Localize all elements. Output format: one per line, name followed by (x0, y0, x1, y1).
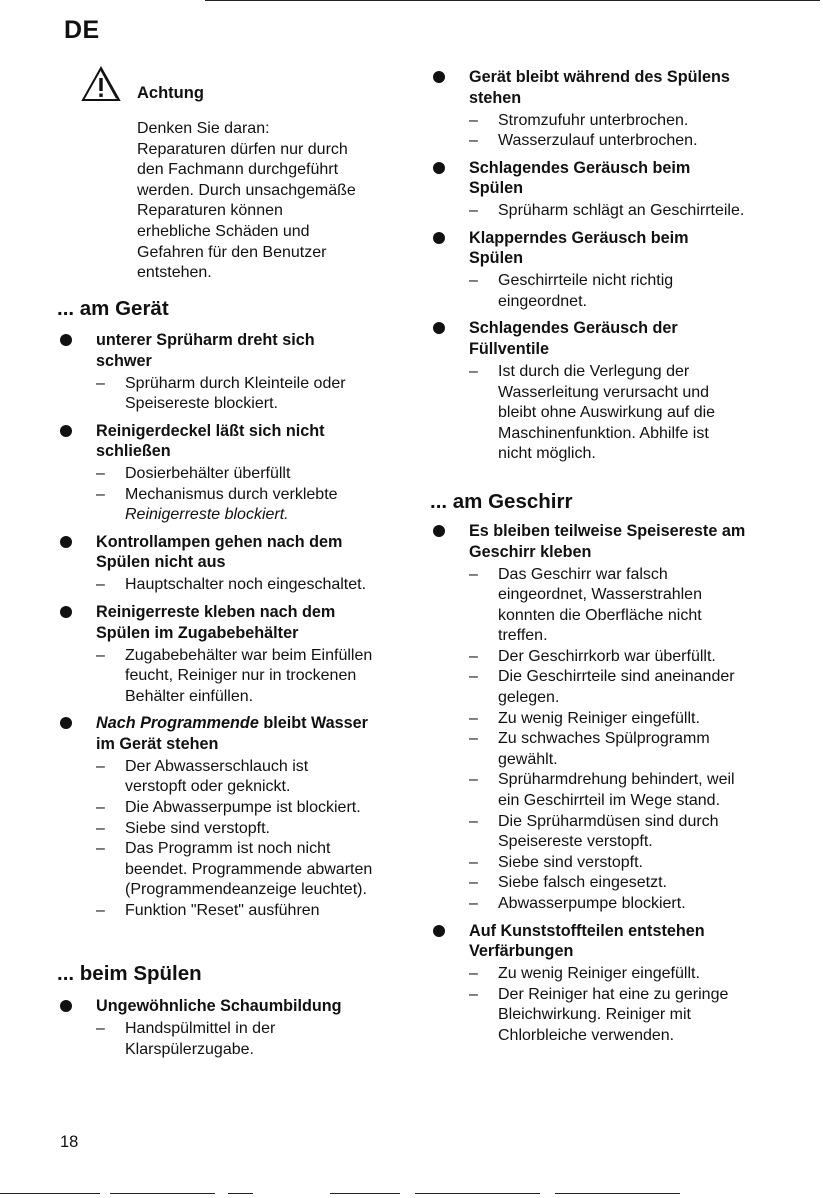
bullet-icon (433, 525, 445, 537)
remedy-line: feucht, Reiniger nur in trockenen (125, 667, 357, 685)
dash-marker: – (96, 840, 105, 858)
dash-marker: – (96, 757, 105, 775)
remedy-line: Speisereste verstopft. (498, 833, 653, 851)
remedy-line: nicht möglich. (498, 445, 596, 463)
remedy-item (430, 873, 778, 894)
remedy-item (57, 575, 419, 596)
trouble-title (57, 713, 419, 754)
remedy-line: Zu wenig Reiniger eingefüllt. (498, 965, 700, 983)
dash-marker: – (469, 565, 478, 583)
remedy-item (430, 271, 778, 312)
dash-marker: – (469, 965, 478, 983)
remedy-item (57, 901, 419, 922)
trouble-list-beim-spuelen (57, 996, 419, 1060)
remedy-line: Sprüharm schlägt an Geschirrteile. (498, 202, 745, 220)
dash-marker: – (469, 895, 478, 912)
remedy-item (430, 985, 778, 1047)
remedy-item (57, 1019, 419, 1060)
remedy-line: Das Geschirr war falsch (498, 565, 668, 583)
dash-marker: – (469, 730, 478, 748)
remedy-line: (Programmendeanzeige leuchtet). (125, 881, 367, 899)
warning-line: werden. Durch unsachgemäße (137, 181, 356, 199)
remedy-line: gelegen. (498, 689, 560, 707)
remedy-line: Der Geschirrkorb war überfüllt. (498, 647, 716, 665)
remedy-line: Wasserleitung verursacht und (498, 383, 710, 401)
remedy-line: Wasserzulauf unterbrochen. (498, 132, 698, 150)
remedy-line: Funktion "Reset" ausführen (125, 902, 320, 919)
language-code: DE (64, 16, 100, 44)
warning-line: erhebliche Schäden und (137, 222, 310, 240)
trouble-title (430, 67, 778, 108)
trouble-item (57, 996, 419, 1060)
trouble-title (57, 421, 419, 462)
remedy-line: konnten die Oberfläche nicht (498, 606, 702, 624)
footer-rule (330, 1193, 400, 1194)
remedy-line: eingeordnet, Wasserstrahlen (498, 586, 702, 604)
trouble-title-line: Geschirr kleben (469, 542, 592, 561)
remedy-line: Die Sprüharmdüsen sind durch (498, 812, 719, 830)
trouble-title-line: Spülen nicht aus (96, 553, 226, 572)
remedy-line: Ist durch die Verlegung der (498, 362, 690, 380)
footer-rule (415, 1193, 540, 1194)
dash-marker: – (469, 985, 478, 1003)
trouble-title-line: Schlagendes Geräusch beim (469, 158, 691, 177)
remedy-item (57, 374, 419, 415)
trouble-title-line: Kontrollampen gehen nach dem (96, 532, 343, 551)
remedy-line: Die Abwasserpumpe ist blockiert. (125, 799, 361, 817)
dash-marker: – (469, 668, 478, 686)
warning-line: entstehen. (137, 264, 212, 282)
remedy-line: Abwasserpumpe blockiert. (498, 895, 686, 912)
remedy-line: Die Geschirrteile sind aneinander (498, 668, 735, 686)
trouble-title-line: Spülen (469, 249, 523, 268)
remedy-item (430, 131, 778, 152)
remedy-item (57, 485, 419, 526)
trouble-item (430, 228, 778, 313)
dash-marker: – (469, 771, 478, 789)
section-heading-am-geschirr: ... am Geschirr (430, 490, 573, 513)
remedy-line: verstopft oder geknickt. (125, 778, 291, 796)
dash-marker: – (96, 799, 105, 817)
remedy-item (57, 798, 419, 819)
remedy-line: eingeordnet. (498, 292, 587, 310)
remedy-line: Maschinenfunktion. Abhilfe ist (498, 424, 709, 442)
trouble-list-am-geraet (57, 330, 419, 922)
remedy-line: Siebe falsch eingesetzt. (498, 874, 667, 892)
bullet-icon (60, 606, 72, 618)
remedy-item (57, 839, 419, 901)
dash-marker: – (469, 647, 478, 665)
bullet-icon (433, 322, 445, 334)
dash-marker: – (96, 646, 105, 664)
trouble-item (430, 521, 778, 915)
remedy-line: Behälter einfüllen. (125, 687, 254, 705)
remedy-item (430, 362, 778, 465)
trouble-title-line: schwer (96, 351, 152, 370)
warning-line: Denken Sie daran: (137, 120, 270, 137)
warning-line: Reparaturen können (137, 202, 283, 220)
warning-line: Gefahren für den Benutzer (137, 243, 327, 261)
remedy-line: treffen. (498, 627, 548, 645)
bullet-icon (60, 334, 72, 346)
footer-rule (228, 1193, 253, 1194)
dash-marker: – (469, 132, 478, 150)
remedy-line: Hauptschalter noch eingeschaltet. (125, 576, 367, 594)
bullet-icon (60, 536, 72, 548)
trouble-title (430, 318, 778, 359)
dash-marker: – (469, 202, 478, 220)
trouble-title (430, 158, 778, 199)
trouble-item (57, 713, 419, 921)
dash-marker: – (96, 576, 105, 594)
remedy-item (430, 647, 778, 668)
remedy-line: Klarspülerzugabe. (125, 1040, 254, 1058)
bullet-icon (60, 717, 72, 729)
trouble-title-line: stehen (469, 88, 522, 107)
section-heading-beim-spuelen: ... beim Spülen (57, 962, 202, 985)
remedy-line: Sprüharm durch Kleinteile oder (125, 374, 346, 392)
trouble-title-line: Spülen (469, 179, 523, 198)
footer-rule (110, 1193, 215, 1194)
remedy-item (430, 853, 778, 874)
trouble-item (430, 318, 778, 464)
trouble-item (430, 921, 778, 1047)
bullet-icon (60, 1000, 72, 1012)
remedy-line: Mechanismus durch verklebte (125, 485, 338, 503)
remedy-line: Stromzufuhr unterbrochen. (498, 111, 689, 129)
bullet-icon (433, 71, 445, 83)
remedy-line: beendet. Programmende abwarten (125, 860, 373, 878)
dash-marker: – (96, 902, 105, 919)
remedy-line: Sprüharmdrehung behindert, weil (498, 771, 735, 789)
trouble-title (57, 996, 419, 1017)
remedy-item (430, 964, 778, 985)
trouble-title-line: Schlagendes Geräusch der (469, 319, 678, 338)
trouble-title (57, 602, 419, 643)
section-heading-am-geraet: ... am Gerät (57, 297, 169, 320)
trouble-title-line: unterer Sprüharm dreht sich (96, 331, 315, 349)
remedy-item (430, 667, 778, 708)
remedy-line: Chlorbleiche verwenden. (498, 1026, 675, 1044)
dash-marker: – (469, 272, 478, 290)
bullet-icon (60, 425, 72, 437)
remedy-line: Reinigerreste blockiert. (125, 506, 289, 524)
bullet-icon (433, 232, 445, 244)
remedy-line: Bleichwirkung. Reiniger mit (498, 1006, 691, 1024)
dash-marker: – (96, 819, 105, 837)
remedy-line: gewählt. (498, 750, 558, 768)
warning-line: Reparaturen dürfen nur durch (137, 140, 348, 158)
trouble-title-line: Nach Programmende bleibt Wasser (96, 714, 368, 733)
trouble-title-line: im Gerät stehen (96, 734, 219, 753)
trouble-item (430, 158, 778, 222)
trouble-title-line: Reinigerdeckel läßt sich nicht (96, 421, 325, 440)
trouble-title (57, 330, 419, 371)
dash-marker: – (96, 374, 105, 392)
remedy-item (430, 565, 778, 647)
remedy-line: Das Programm ist noch nicht (125, 840, 331, 858)
dash-marker: – (469, 812, 478, 830)
remedy-item (430, 111, 778, 132)
remedy-item (430, 729, 778, 770)
remedy-line: Dosierbehälter überfüllt (125, 465, 291, 483)
trouble-title-line: Füllventile (469, 339, 550, 358)
trouble-title-line: Klapperndes Geräusch beim (469, 228, 689, 247)
warning-line: den Fachmann durchgeführt (137, 161, 339, 179)
remedy-item (57, 464, 419, 485)
dash-marker: – (96, 485, 105, 503)
emphasis-text: Nach Programmende (96, 714, 259, 733)
trouble-title (430, 921, 778, 962)
bullet-icon (433, 925, 445, 937)
trouble-title-line: Gerät bleibt während des Spülens (469, 68, 730, 86)
remedy-item (57, 646, 419, 708)
dash-marker: – (96, 1020, 105, 1037)
remedy-line: Handspülmittel in der (125, 1020, 276, 1037)
remedy-line: Der Reiniger hat eine zu geringe (498, 985, 729, 1003)
trouble-item (57, 421, 419, 526)
remedy-line: Zu schwaches Spülprogramm (498, 730, 710, 748)
dash-marker: – (469, 362, 478, 380)
warning-title: Achtung (137, 84, 204, 102)
trouble-item (57, 532, 419, 596)
remedy-item (57, 757, 419, 798)
trouble-title (57, 532, 419, 573)
remedy-line: Zu wenig Reiniger eingefüllt. (498, 709, 700, 727)
trouble-title-line: Ungewöhnliche Schaumbildung (96, 997, 342, 1015)
remedy-item (57, 819, 419, 840)
warning-triangle-icon (81, 66, 121, 102)
top-rule (205, 0, 820, 1)
trouble-title-line: Verfärbungen (469, 942, 574, 961)
remedy-line: Siebe sind verstopft. (498, 853, 643, 871)
dash-marker: – (469, 111, 478, 129)
page-number: 18 (60, 1133, 79, 1151)
trouble-item (430, 67, 778, 152)
trouble-title (430, 228, 778, 269)
remedy-line: Speisereste blockiert. (125, 395, 278, 413)
remedy-item (430, 770, 778, 811)
trouble-title-line: Auf Kunststoffteilen entstehen (469, 921, 705, 940)
trouble-title-line: Spülen im Zugabebehälter (96, 623, 299, 642)
remedy-line: bleibt ohne Auswirkung auf die (498, 404, 716, 422)
remedy-item (430, 709, 778, 730)
trouble-list-geraet-continued (430, 67, 778, 465)
dash-marker: – (469, 709, 478, 727)
trouble-title (430, 521, 778, 562)
trouble-list-am-geschirr (430, 521, 778, 1046)
dash-marker: – (96, 465, 105, 483)
dash-marker: – (469, 874, 478, 892)
remedy-line: ein Geschirrteil im Wege stand. (498, 792, 721, 810)
trouble-title-line: schließen (96, 442, 171, 461)
remedy-item (430, 201, 778, 222)
trouble-item (57, 330, 419, 415)
remedy-line: Geschirrteile nicht richtig (498, 272, 674, 290)
remedy-item (430, 812, 778, 853)
remedy-item (430, 894, 778, 915)
footer-rule (0, 1193, 100, 1194)
dash-marker: – (469, 853, 478, 871)
trouble-title-line: Reinigerreste kleben nach dem (96, 603, 336, 622)
footer-rule (555, 1193, 680, 1194)
trouble-item (57, 602, 419, 707)
trouble-title-line: Es bleiben teilweise Speisereste am (469, 522, 746, 540)
bullet-icon (433, 162, 445, 174)
remedy-line: Siebe sind verstopft. (125, 819, 270, 837)
warning-text (137, 119, 397, 284)
remedy-line: Zugabebehälter war beim Einfüllen (125, 646, 373, 664)
remedy-line: Der Abwasserschlauch ist (125, 757, 309, 775)
